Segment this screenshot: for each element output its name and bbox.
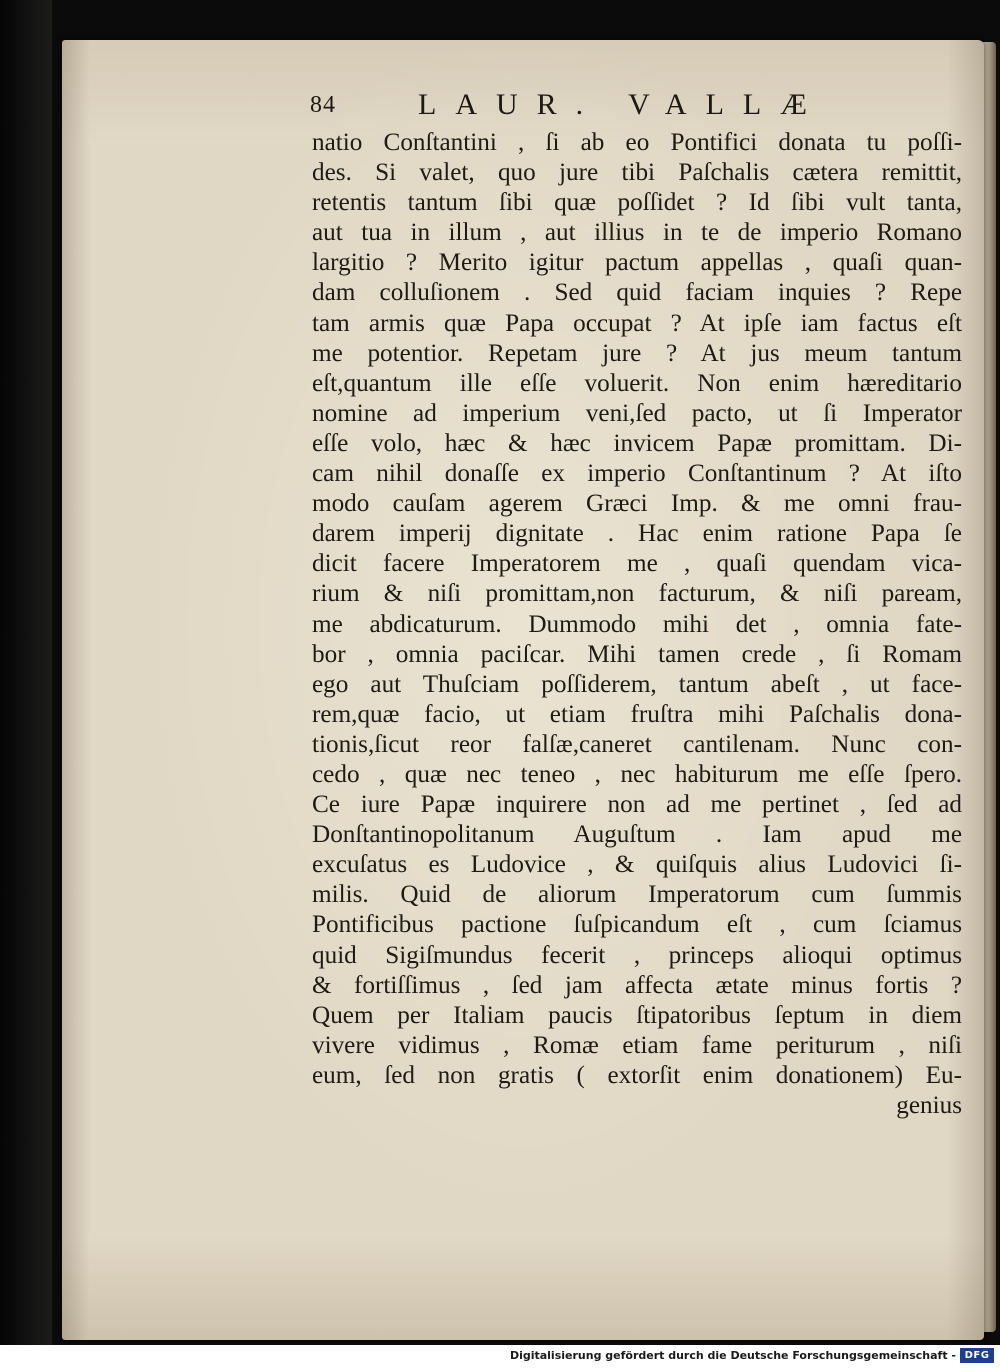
page-edge — [982, 42, 996, 1332]
text-line: rem,quæ facio, ut etiam fruſtra mihi Paſchalis dona- — [312, 700, 962, 728]
text-line: tionis,ſicut reor falſæ,caneret cantilenam. Nunc con- — [312, 730, 962, 758]
text-line: ego aut Thuſciam poſſiderem, tantum abeſt , ut face- — [312, 670, 962, 698]
text-line: modo cauſam agerem Græci Imp. & me omni frau- — [312, 490, 962, 518]
page-number: 84 — [310, 92, 336, 118]
body-text — [312, 128, 962, 1121]
text-line: & fortiſſimus , ſed jam affecta ætate minus fortis ? — [312, 971, 962, 999]
text-line: rium & niſi promittam,non facturum, & niſi paream, — [312, 580, 962, 608]
text-line: largitio ? Merito igitur pactum appellas , quaſi quan- — [312, 249, 962, 277]
text-line: excuſatus es Ludovice , & quiſquis alius Ludovici ſi- — [312, 851, 962, 879]
funding-notice: Digitalisierung gefördert durch die Deutsche Forschungsgemeinschaft - — [509, 1349, 956, 1362]
text-line: eum, ſed non gratis ( extorſit enim donationem) Eu- — [312, 1061, 962, 1089]
text-line: des. Si valet, quo jure tibi Paſchalis cætera remittit, — [312, 159, 962, 187]
text-line: Quem per Italiam paucis ſtipatoribus ſeptum in diem — [312, 1001, 962, 1029]
text-line: me abdicaturum. Dummodo mihi det , omnia fate- — [312, 610, 962, 638]
text-line: natio Conſtantini , ſi ab eo Pontifici donata tu poſſi- — [312, 129, 962, 156]
text-line: bor , omnia paciſcar. Mihi tamen crede , ſi Romam — [312, 640, 962, 668]
text-line: retentis tantum ſibi quæ poſſidet ? Id ſibi vult tanta, — [312, 189, 962, 217]
text-line: eſt,quantum ille eſſe voluerit. Non enim hæreditario — [312, 369, 962, 397]
text-line: milis. Quid de aliorum Imperatorum cum ſummis — [312, 881, 962, 909]
text-line: tam armis quæ Papa occupat ? At ipſe iam factus eſt — [312, 309, 962, 337]
catchword: genius — [896, 1092, 962, 1119]
text-line: quid Sigiſmundus fecerit , princeps alioqui optimus — [312, 941, 962, 969]
text-line: Donſtantinopolitanum Auguſtum . Iam apud me — [312, 821, 962, 849]
digitization-footer — [0, 1345, 1000, 1368]
text-line: darem imperij dignitate . Hac enim ratione Papa ſe — [312, 520, 962, 548]
text-line: vivere vidimus , Romæ etiam fame periturum , niſi — [312, 1031, 962, 1059]
book-binding — [0, 0, 52, 1345]
dfg-logo: DFG — [960, 1348, 994, 1363]
text-line: cam nihil donaſſe ex imperio Conſtantinum ? At iſto — [312, 460, 962, 488]
text-line: nomine ad imperium veni,ſed pacto, ut ſi Imperator — [312, 399, 962, 427]
text-line: eſſe volo, hæc & hæc invicem Papæ promittam. Di- — [312, 429, 962, 457]
text-line: dicit facere Imperatorem me , quaſi quendam vica- — [312, 550, 962, 578]
text-line: Ce iure Papæ inquirere non ad me pertinet , ſed ad — [312, 791, 962, 819]
text-line: dam colluſionem . Sed quid faciam inquies ? Repe — [312, 279, 962, 307]
text-line: aut tua in illum , aut illius in te de imperio Romano — [312, 219, 962, 247]
text-line: Pontificibus pactione ſuſpicandum eſt , cum ſciamus — [312, 911, 962, 939]
text-line: cedo , quæ nec teneo , nec habiturum me eſſe ſpero. — [312, 760, 962, 788]
running-title: LAUR. VALLÆ — [418, 88, 826, 121]
text-line: me potentior. Repetam jure ? At jus meum tantum — [312, 339, 962, 367]
